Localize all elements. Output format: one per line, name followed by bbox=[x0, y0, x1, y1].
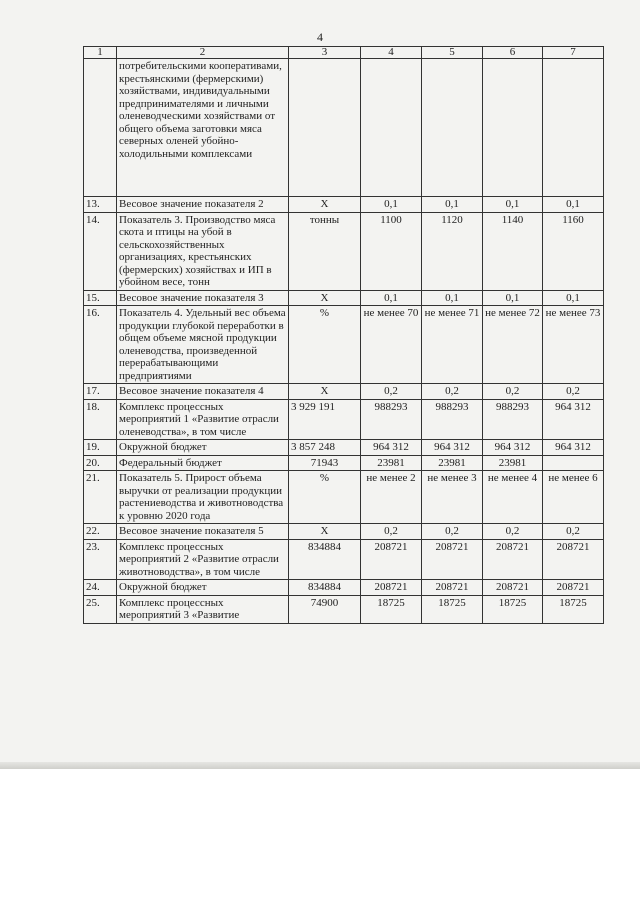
row-value-7: не менее 6 bbox=[543, 471, 604, 524]
row-value-6: не менее 4 bbox=[483, 471, 543, 524]
row-name: Показатель 3. Производство мяса скота и птицы на убой в сельскохозяйственных организациях, крестьянских (фермерских) хозяйствах и ИП в убойном весе, тонн bbox=[117, 212, 289, 290]
row-value-4: 23981 bbox=[361, 455, 422, 471]
row-number: 22. bbox=[84, 524, 117, 540]
row-value-4: 1100 bbox=[361, 212, 422, 290]
table-row bbox=[84, 399, 604, 440]
row-value-5: 0,1 bbox=[422, 197, 483, 213]
row-value-4: 0,2 bbox=[361, 384, 422, 400]
row-value-4: не менее 2 bbox=[361, 471, 422, 524]
row-unit: 3 857 248 bbox=[289, 440, 361, 456]
row-name: Показатель 5. Прирост объема выручки от реализации продукции растениеводства и животноводства к уровню 2020 года bbox=[117, 471, 289, 524]
row-value-7 bbox=[543, 59, 604, 197]
page-number: 4 bbox=[317, 30, 323, 44]
row-name: Весовое значение показателя 2 bbox=[117, 197, 289, 213]
row-value-7: 18725 bbox=[543, 595, 604, 623]
row-value-6: 0,2 bbox=[483, 384, 543, 400]
table-row bbox=[84, 384, 604, 400]
row-number: 18. bbox=[84, 399, 117, 440]
row-value-4: 0,1 bbox=[361, 290, 422, 306]
table-row bbox=[84, 440, 604, 456]
row-value-7: 964 312 bbox=[543, 399, 604, 440]
row-value-7: не менее 73 bbox=[543, 306, 604, 384]
row-value-7: 208721 bbox=[543, 539, 604, 580]
row-value-7: 0,1 bbox=[543, 197, 604, 213]
table-row bbox=[84, 197, 604, 213]
row-value-4: 18725 bbox=[361, 595, 422, 623]
row-value-5: не менее 3 bbox=[422, 471, 483, 524]
row-value-4: 0,2 bbox=[361, 524, 422, 540]
header-cell: 6 bbox=[483, 47, 543, 59]
row-number: 15. bbox=[84, 290, 117, 306]
row-value-5: 1120 bbox=[422, 212, 483, 290]
row-value-5: 988293 bbox=[422, 399, 483, 440]
row-value-6 bbox=[483, 59, 543, 197]
row-unit: 74900 bbox=[289, 595, 361, 623]
table-row bbox=[84, 59, 604, 197]
row-unit: % bbox=[289, 306, 361, 384]
row-value-4: 208721 bbox=[361, 580, 422, 596]
row-number: 25. bbox=[84, 595, 117, 623]
row-value-5: 23981 bbox=[422, 455, 483, 471]
row-value-6: 0,2 bbox=[483, 524, 543, 540]
row-name: Комплекс процессных мероприятий 2 «Развитие отрасли животноводства», в том числе bbox=[117, 539, 289, 580]
header-cell: 2 bbox=[117, 47, 289, 59]
row-value-6: 1140 bbox=[483, 212, 543, 290]
row-value-6: 208721 bbox=[483, 580, 543, 596]
row-value-4 bbox=[361, 59, 422, 197]
row-value-4: 208721 bbox=[361, 539, 422, 580]
row-name: Комплекс процессных мероприятий 3 «Развитие bbox=[117, 595, 289, 623]
header-cell: 4 bbox=[361, 47, 422, 59]
row-value-5: 208721 bbox=[422, 539, 483, 580]
row-number: 17. bbox=[84, 384, 117, 400]
row-value-5: не менее 71 bbox=[422, 306, 483, 384]
row-value-7: 1160 bbox=[543, 212, 604, 290]
row-name: Федеральный бюджет bbox=[117, 455, 289, 471]
row-value-5: 18725 bbox=[422, 595, 483, 623]
table-row bbox=[84, 212, 604, 290]
row-name: Весовое значение показателя 3 bbox=[117, 290, 289, 306]
row-unit: % bbox=[289, 471, 361, 524]
row-name: Весовое значение показателя 4 bbox=[117, 384, 289, 400]
row-value-5: 0,2 bbox=[422, 384, 483, 400]
row-number: 20. bbox=[84, 455, 117, 471]
row-unit: тонны bbox=[289, 212, 361, 290]
row-name: Окружной бюджет bbox=[117, 440, 289, 456]
row-value-4: не менее 70 bbox=[361, 306, 422, 384]
row-unit: 834884 bbox=[289, 580, 361, 596]
table-row bbox=[84, 306, 604, 384]
row-value-7: 964 312 bbox=[543, 440, 604, 456]
row-unit: X bbox=[289, 197, 361, 213]
row-number: 13. bbox=[84, 197, 117, 213]
row-value-6: не менее 72 bbox=[483, 306, 543, 384]
row-value-5 bbox=[422, 59, 483, 197]
row-value-5: 964 312 bbox=[422, 440, 483, 456]
row-unit: 834884 bbox=[289, 539, 361, 580]
row-value-5: 208721 bbox=[422, 580, 483, 596]
row-value-6: 0,1 bbox=[483, 197, 543, 213]
data-table bbox=[83, 46, 604, 624]
row-number: 21. bbox=[84, 471, 117, 524]
row-value-5: 0,2 bbox=[422, 524, 483, 540]
row-number: 23. bbox=[84, 539, 117, 580]
table-row bbox=[84, 524, 604, 540]
header-cell: 1 bbox=[84, 47, 117, 59]
table-row bbox=[84, 290, 604, 306]
row-name: Комплекс процессных мероприятий 1 «Развитие отрасли оленеводства», в том числе bbox=[117, 399, 289, 440]
row-name: Показатель 4. Удельный вес объема продукции глубокой переработки в общем объеме мясной продукции оленеводства, произведенной перерабатывающими предприятиями bbox=[117, 306, 289, 384]
row-value-6: 0,1 bbox=[483, 290, 543, 306]
table-header-row bbox=[84, 47, 604, 59]
row-unit: X bbox=[289, 384, 361, 400]
row-name: Окружной бюджет bbox=[117, 580, 289, 596]
row-unit: X bbox=[289, 524, 361, 540]
header-cell: 5 bbox=[422, 47, 483, 59]
row-value-6: 988293 bbox=[483, 399, 543, 440]
row-unit: 71943 bbox=[289, 455, 361, 471]
table-row bbox=[84, 455, 604, 471]
row-unit: 3 929 191 bbox=[289, 399, 361, 440]
header-cell: 3 bbox=[289, 47, 361, 59]
row-unit bbox=[289, 59, 361, 197]
row-number bbox=[84, 59, 117, 197]
row-value-4: 988293 bbox=[361, 399, 422, 440]
row-value-7: 0,2 bbox=[543, 524, 604, 540]
row-number: 24. bbox=[84, 580, 117, 596]
row-name: Весовое значение показателя 5 bbox=[117, 524, 289, 540]
row-value-6: 23981 bbox=[483, 455, 543, 471]
row-value-5: 0,1 bbox=[422, 290, 483, 306]
scan-edge bbox=[0, 762, 640, 769]
table-row bbox=[84, 539, 604, 580]
row-value-7: 0,2 bbox=[543, 384, 604, 400]
table-row bbox=[84, 471, 604, 524]
row-value-7: 0,1 bbox=[543, 290, 604, 306]
row-value-4: 0,1 bbox=[361, 197, 422, 213]
row-value-6: 964 312 bbox=[483, 440, 543, 456]
table-row bbox=[84, 580, 604, 596]
row-number: 19. bbox=[84, 440, 117, 456]
row-name: потребительскими кооперативами, крестьянскими (фермерскими) хозяйствами, индивидуальными предпринимателями и личными оленеводческими хозяйствами от общего объема заготовки мяса северных оленей убойно-холодильными комплексами bbox=[117, 59, 289, 197]
row-number: 16. bbox=[84, 306, 117, 384]
row-value-4: 964 312 bbox=[361, 440, 422, 456]
row-unit: X bbox=[289, 290, 361, 306]
row-value-7: 208721 bbox=[543, 580, 604, 596]
table-row bbox=[84, 595, 604, 623]
row-number: 14. bbox=[84, 212, 117, 290]
row-value-7 bbox=[543, 455, 604, 471]
header-cell: 7 bbox=[543, 47, 604, 59]
row-value-6: 208721 bbox=[483, 539, 543, 580]
row-value-6: 18725 bbox=[483, 595, 543, 623]
